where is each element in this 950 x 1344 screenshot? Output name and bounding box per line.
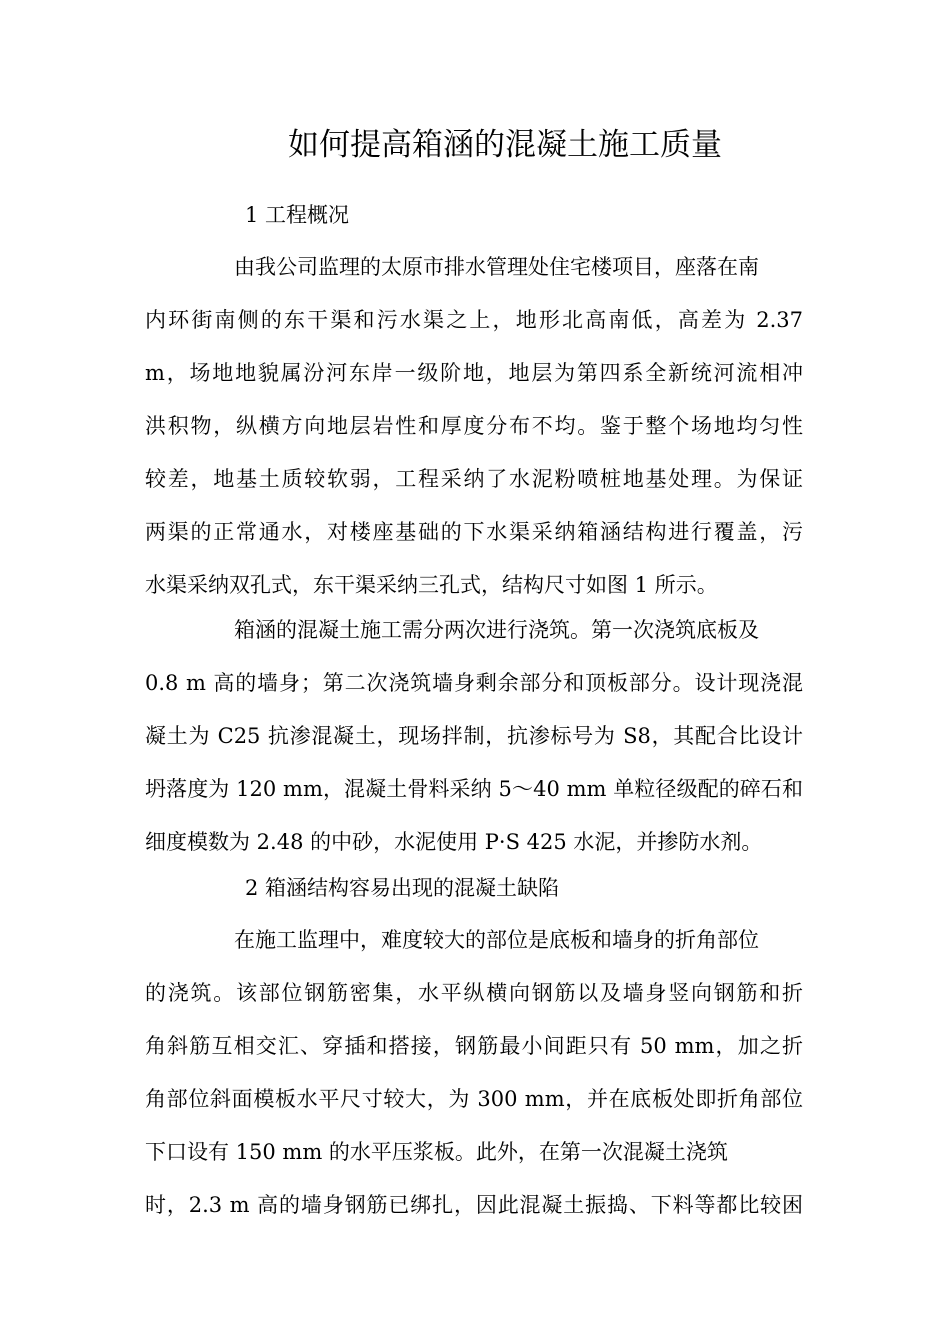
paragraph-line: 两渠的正常通水，对楼座基础的下水渠采纳箱涵结构进行覆盖，污 bbox=[145, 520, 803, 544]
paragraph-line: 角斜筋互相交汇、穿插和搭接，钢筋最小间距只有 50 mm，加之折 bbox=[145, 1034, 803, 1058]
document-title: 如何提高箱涵的混凝土施工质量 bbox=[288, 127, 722, 163]
section-heading-defects: 2 箱涵结构容易出现的混凝土缺陷 bbox=[245, 876, 560, 900]
paragraph-line: 坍落度为 120 mm，混凝土骨料采纳 5～40 mm 单粒径级配的碎石和 bbox=[145, 777, 803, 801]
paragraph-line: 箱涵的混凝土施工需分两次进行浇筑。第一次浇筑底板及 bbox=[234, 618, 759, 642]
paragraph-line: 凝土为 C25 抗渗混凝土，现场拌制，抗渗标号为 S8，其配合比设计 bbox=[145, 724, 803, 748]
paragraph-line: 的浇筑。该部位钢筋密集，水平纵横向钢筋以及墙身竖向钢筋和折 bbox=[145, 981, 803, 1005]
paragraph-line: 较差，地基土质较软弱，工程采纳了水泥粉喷桩地基处理。为保证 bbox=[145, 467, 803, 491]
paragraph-line: 由我公司监理的太原市排水管理处住宅楼项目，座落在南 bbox=[234, 255, 759, 279]
paragraph-line: 0.8 m 高的墙身；第二次浇筑墙身剩余部分和顶板部分。设计现浇混 bbox=[145, 671, 803, 695]
paragraph-line: 内环街南侧的东干渠和污水渠之上，地形北高南低，高差为 2.37 bbox=[145, 308, 803, 332]
paragraph-line: 时，2.3 m 高的墙身钢筋已绑扎，因此混凝土振捣、下料等都比较困 bbox=[145, 1193, 803, 1217]
paragraph-line: 细度模数为 2.48 的中砂，水泥使用 P·S 425 水泥，并掺防水剂。 bbox=[145, 830, 763, 854]
paragraph-line: 角部位斜面模板水平尺寸较大，为 300 mm，并在底板处即折角部位 bbox=[145, 1087, 803, 1111]
paragraph-line: 洪积物，纵横方向地层岩性和厚度分布不均。鉴于整个场地均匀性 bbox=[145, 414, 803, 438]
paragraph-line: 在施工监理中，难度较大的部位是底板和墙身的折角部位 bbox=[234, 928, 759, 952]
paragraph-line: 下口设有 150 mm 的水平压浆板。此外，在第一次混凝土浇筑 bbox=[145, 1140, 728, 1164]
paragraph-line: 水渠采纳双孔式，东干渠采纳三孔式，结构尺寸如图 1 所示。 bbox=[145, 573, 718, 597]
paragraph-line: m，场地地貌属汾河东岸一级阶地，地层为第四系全新统河流相冲 bbox=[145, 361, 803, 385]
section-heading-overview: 1 工程概况 bbox=[245, 203, 350, 227]
